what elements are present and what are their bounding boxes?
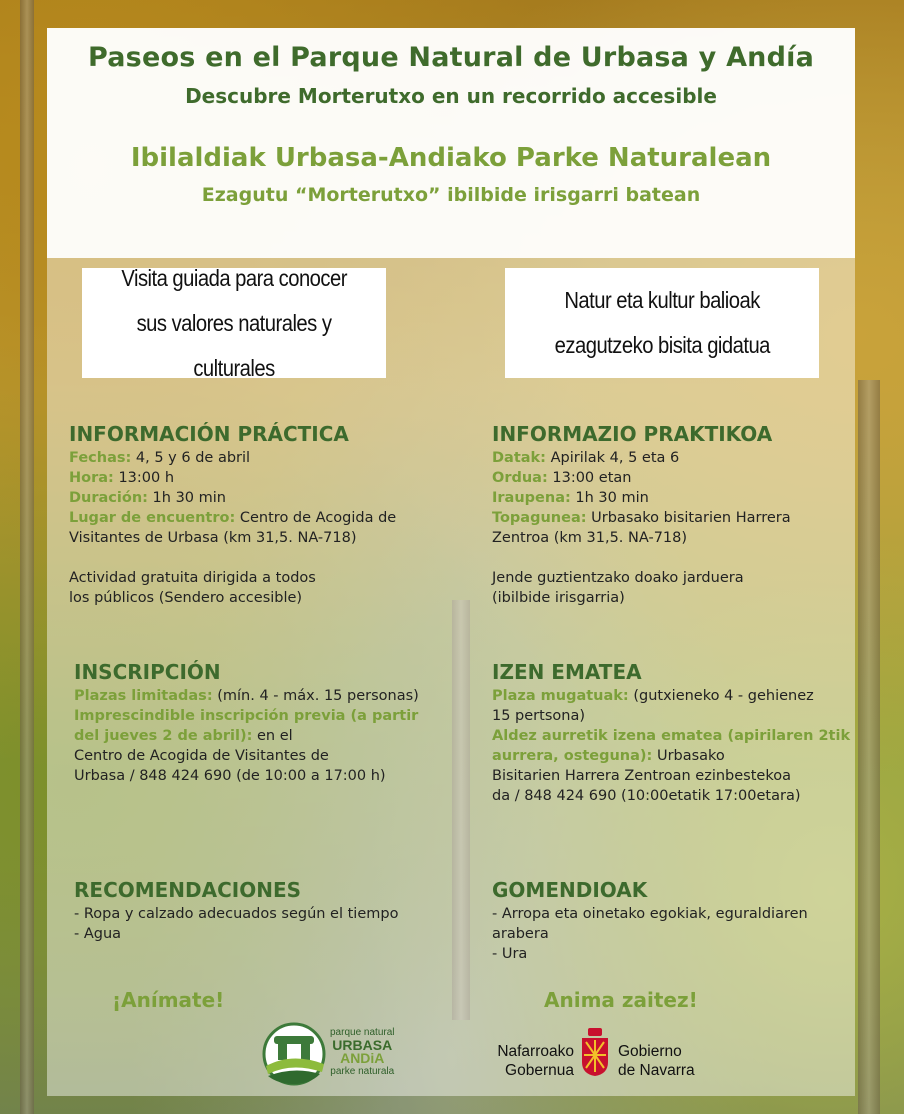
registration-heading-es: INSCRIPCIÓN bbox=[74, 660, 221, 684]
recommendations-heading-es: RECOMENDACIONES bbox=[74, 878, 302, 902]
recommendations-section-eu: GOMENDIOAK - Arropa eta oinetako egokiak, eguraldiaren arabera - Ura bbox=[492, 878, 852, 964]
page-subtitle-eu: Ezagutu “Morterutxo” ibilbide irisgarri batean bbox=[201, 184, 701, 206]
intro-box-eu bbox=[505, 268, 819, 378]
registration-section-es: INSCRIPCIÓN Plazas limitadas: (mín. 4 - máx. 15 personas) Imprescindible inscripción previa (a partir del jueves 2 de abril): en el Centro de Acogida de Visitantes de Urbasa / 848 424 690 (de 10:00 a 17:00 h) bbox=[74, 660, 454, 786]
park-logo-text: parque natural URBASA ANDiA parke naturala bbox=[330, 1027, 395, 1077]
info-heading-es: INFORMACIÓN PRÁCTICA bbox=[69, 422, 349, 446]
intro-es-line2: sus valores naturales y culturales bbox=[136, 309, 332, 381]
background-tree-trunk bbox=[20, 0, 34, 1114]
page-title-eu: Ibilaldiak Urbasa-Andiako Parke Naturalean bbox=[130, 143, 772, 173]
navarra-shield-icon bbox=[580, 1028, 610, 1076]
info-section-es: INFORMACIÓN PRÁCTICA Fechas: 4, 5 y 6 de abril Hora: 13:00 h Duración: 1h 30 min Lugar de encuentro: Centro de Acogida de Visitantes de Urbasa (km 31,5. NA-718) Actividad gratuita dirigida a todos los públicos (Sendero accesible) bbox=[69, 422, 449, 608]
registration-heading-eu: IZEN EMATEA bbox=[492, 660, 642, 684]
registration-section-eu: IZEN EMATEA Plaza mugatuak: (gutxieneko 4 - gehienez 15 pertsona) Aldez aurretik izena ematea (apirilaren 2tik aurrera, osteguna): Urbasako Bisitarien Harrera Zentroan ezinbestekoa da / 848 424 690 (10:00etatik 17:00etara) bbox=[492, 660, 851, 804]
recommendations-section-es: RECOMENDACIONES - Ropa y calzado adecuados según el tiempo - Agua bbox=[74, 878, 454, 944]
page-title-es: Paseos en el Parque Natural de Urbasa y Andía bbox=[87, 42, 815, 73]
intro-eu-line1: Natur eta kultur balioak bbox=[564, 287, 760, 313]
park-logo-icon bbox=[262, 1022, 332, 1086]
page-subtitle-es: Descubre Morterutxo en un recorrido accesible bbox=[185, 84, 717, 108]
info-section-eu: INFORMAZIO PRAKTIKOA Datak: Apirilak 4, 5 eta 6 Ordua: 13:00 etan Iraupena: 1h 30 min Topagunea: Urbasako bisitarien Harrera Zentroa (km 31,5. NA-718) Jende guztientzako doako jarduera (ibilbide irisgarria) bbox=[492, 422, 852, 608]
info-heading-eu: INFORMAZIO PRAKTIKOA bbox=[492, 422, 773, 446]
intro-box-es bbox=[82, 264, 386, 381]
intro-es-line1: Visita guiada para conocer bbox=[121, 264, 347, 291]
cheer-eu: Anima zaitez! bbox=[544, 988, 698, 1012]
cheer-es: ¡Anímate! bbox=[112, 988, 225, 1012]
intro-eu-line2: ezagutzeko bisita gidatua bbox=[554, 332, 770, 358]
recommendations-heading-eu: GOMENDIOAK bbox=[492, 878, 648, 902]
background-tree-trunk bbox=[858, 380, 880, 1114]
